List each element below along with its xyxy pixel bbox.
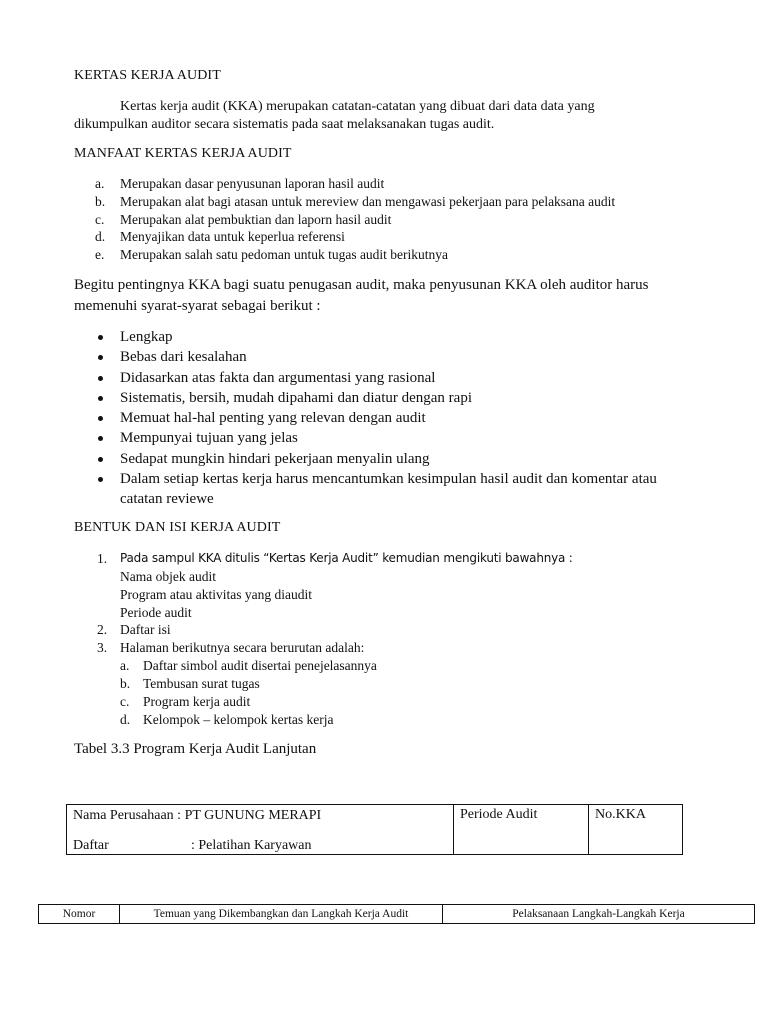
header-table (66, 804, 683, 855)
list-item (120, 368, 657, 388)
list-item-text: Menyajikan data untuk keperlua referensi (120, 229, 345, 245)
list-item-text: Dalam setiap kertas kerja harus mencantumkan kesimpulan hasil audit dan komentar atau (120, 471, 657, 488)
list-item (95, 228, 615, 246)
bullet-icon (98, 416, 103, 421)
list-item (95, 193, 616, 211)
bullet-icon (98, 457, 103, 462)
list-item-text: Didasarkan atas fakta dan argumentasi yang rasional (120, 369, 436, 386)
no-kka-cell: No.KKA (589, 805, 683, 855)
daftar-row (73, 837, 453, 854)
list-item (120, 347, 657, 367)
list-item-text: Lengkap (120, 329, 173, 345)
bullet-icon (98, 396, 103, 401)
bullet-icon (98, 335, 103, 340)
section-heading-kertas-kerja-audit: KERTAS KERJA AUDIT (74, 68, 221, 83)
bentuk-item-1-sub-1: Nama objek audit (120, 569, 216, 584)
column-header-nomor: Nomor (39, 905, 120, 924)
list-item (95, 175, 615, 193)
intro-line-1: Kertas kerja audit (KKA) merupakan catatan-catatan yang dibuat dari data data yang (120, 99, 595, 114)
bentuk-item-1-sub-2: Program atau aktivitas yang diaudit (120, 587, 312, 602)
list-item-text: Merupakan salah satu pedoman untuk tugas audit berikutnya (120, 247, 449, 263)
list-marker: c. (95, 211, 105, 227)
bentuk-item-3-sub-d: Kelompok – kelompok kertas kerja (143, 712, 334, 727)
list-marker: a. (120, 658, 130, 673)
daftar-value: : Pelatihan Karyawan (191, 838, 312, 853)
list-item-text-continued: catatan reviewe (120, 491, 214, 508)
list-item-text: Memuat hal-hal penting yang relevan dengan audit (120, 410, 426, 427)
bentuk-item-3-sub-a: Daftar simbol audit disertai penejelasannya (143, 658, 377, 673)
list-item-text: Merupakan alat pembuktian dan laporn hasil audit (120, 211, 392, 227)
list-marker: e. (95, 247, 105, 263)
list-item-text: Sedapat mungkin hindari pekerjaan menyalin ulang (120, 450, 430, 467)
bullet-icon (98, 376, 103, 381)
daftar-label: Daftar (73, 838, 109, 853)
list-item (120, 449, 657, 469)
syarat-intro-line-2: memenuhi syarat-syarat sebagai berikut : (74, 298, 321, 314)
list-marker: b. (120, 676, 131, 691)
program-table-header (38, 904, 755, 924)
list-marker: d. (95, 229, 106, 245)
syarat-list (120, 327, 657, 510)
list-item-text: Merupakan alat bagi atasan untuk mereview dan mengawasi pekerjaan para pelaksana audit (120, 193, 616, 209)
section-heading-bentuk: BENTUK DAN ISI KERJA AUDIT (74, 520, 281, 535)
list-marker: a. (95, 176, 105, 191)
bentuk-item-2-text: Daftar isi (120, 622, 171, 637)
list-item (120, 469, 657, 510)
column-header-pelaksanaan: Pelaksanaan Langkah-Langkah Kerja (443, 905, 755, 924)
syarat-intro-line-1: Begitu pentingnya KKA bagi suatu penugasan audit, maka penyusunan KKA oleh auditor harus (74, 277, 649, 293)
bentuk-item-3-text: Halaman berikutnya secara berurutan adalah: (120, 640, 365, 655)
bentuk-item-1-text: Pada sampul KKA ditulis “Kertas Kerja Audit” kemudian mengikuti bawahnya : (120, 551, 573, 565)
list-item (120, 327, 657, 347)
list-marker: 2. (97, 622, 108, 637)
company-cell (67, 805, 454, 855)
list-item (120, 428, 657, 448)
column-header-temuan: Temuan yang Dikembangkan dan Langkah Kerja Audit (120, 905, 443, 924)
bentuk-item-1-sub-3: Periode audit (120, 605, 192, 620)
list-item (120, 388, 657, 408)
list-item (95, 211, 615, 229)
list-marker: 3. (97, 640, 108, 655)
list-item-text: Bebas dari kesalahan (120, 349, 247, 366)
list-marker: b. (95, 193, 106, 209)
list-marker: c. (120, 694, 130, 709)
list-item (120, 408, 657, 428)
bullet-icon (98, 355, 103, 360)
bentuk-item-3-sub-b: Tembusan surat tugas (143, 676, 260, 691)
bullet-icon (98, 477, 103, 482)
company-name: Nama Perusahaan : PT GUNUNG MERAPI (73, 808, 322, 823)
bullet-icon (98, 436, 103, 441)
manfaat-list (95, 175, 616, 264)
intro-line-2: dikumpulkan auditor secara sistematis pada saat melaksanakan tugas audit. (74, 117, 495, 132)
list-item-text: Mempunyai tujuan yang jelas (120, 430, 298, 447)
list-item-text: Merupakan dasar penyusunan laporan hasil audit (120, 176, 385, 191)
table-caption: Tabel 3.3 Program Kerja Audit Lanjutan (74, 741, 317, 757)
list-marker: d. (120, 712, 131, 727)
list-item (95, 246, 615, 264)
periode-audit-cell: Periode Audit (454, 805, 589, 855)
list-item-text: Sistematis, bersih, mudah dipahami dan diatur dengan rapi (120, 389, 473, 406)
list-marker: 1. (97, 551, 108, 566)
section-heading-manfaat: MANFAAT KERTAS KERJA AUDIT (74, 146, 292, 161)
bentuk-item-3-sub-c: Program kerja audit (143, 694, 251, 709)
